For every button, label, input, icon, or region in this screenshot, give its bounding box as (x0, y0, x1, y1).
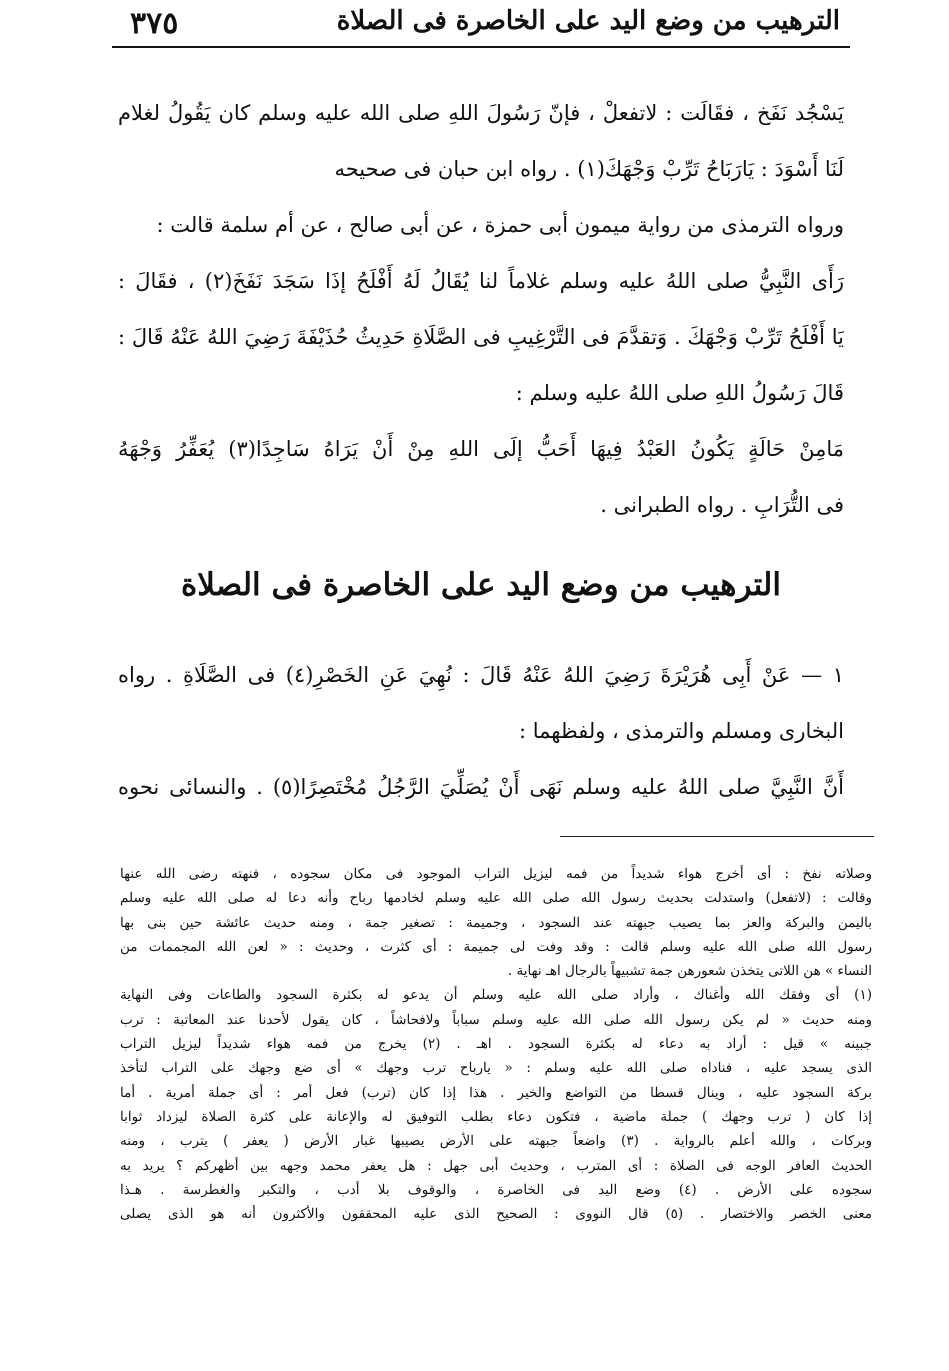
body-text (118, 85, 844, 533)
body-line: لَنَا أَسْوَدَ : يَارَبَاحُ تَرِّبْ وَجْهَكَ(١) . رواه ابن حبان فى صحيحه (334, 157, 844, 181)
body-line: يَا أَفْلَحُ تَرِّبْ وَجْهَكَ . وَتقدَّمَ فى التَّرْغِيبِ فى الصَّلَاةِ حَدِيثُ حُذَيْفَةَ رَضِيَ اللهُ عَنْهُ قَالَ : (118, 325, 844, 349)
footnote-line: باليمن والبركة والعز بما يصيب جبهته عند السجود ، وجميمة : تصغير جمة ، ومنه حديث عائشة حين بنى بها (120, 914, 872, 931)
footnote-line: بركة السجود عليه ، وينال قسطا من التواضع والخير . هذا إذا كان (ترب) فعل أمر : أى جملة أمرية . أما (120, 1084, 872, 1101)
footnote-line: معنى الخصر والاختصار . (٥) قال النووى : الصحيح الذى عليه المحققون والأكثرون أنه هو الذى يصلى (120, 1206, 872, 1223)
footnote-line: (١) أى وفقك الله وأغناك ، وأراد صلى الله عليه وسلم أن يدعو له بكثرة السجود والطاعات وفى النهاية (120, 987, 872, 1004)
footnote-line: الذى يسجد عليه ، فناداه صلى الله عليه وسلم : « يارباح ترب وجهك » أى ضع وجهك على التراب لتأخذ (120, 1060, 872, 1077)
page-header (112, 2, 850, 48)
footnote-line: وبركات ، والله أعلم بالرواية . (٣) واضعاً جبهته على الأرض يصيبها غبار الأرض ( يعفر ) يترب ، ومنه (120, 1133, 872, 1150)
footnote-line: سجوده على الأرض . (٤) وضع اليد فى الخاصرة ، والوقوف بلا أدب ، والتكبر والغطرسة . هـذا (120, 1181, 872, 1198)
footnote-line: وقالت : (لاتفعل) واستدلت بحديث رسول الله صلى الله عليه وسلم لخادمها رباح وأنه دعا له صلى الله عليه وسلم (120, 890, 872, 907)
body-line: يَسْجُد نَفَخ ، فقَالَت : لاتفعلْ ، فإنّ رَسُولَ اللهِ صلى الله عليه وسلم كان يَقُولُ لغلام (118, 101, 844, 125)
body-line: مَامِنْ حَالَةٍ يَكُونُ العَبْدُ فِيهَا أَحَبُّ إلَى اللهِ مِنْ أَنْ يَرَاهُ سَاجِدًا(٣) يُعَفِّرُ وَجْهَهُ (118, 437, 844, 461)
body-line: ورواه الترمذى من رواية ميمون أبى حمزة ، عن أبى صالح ، عن أم سلمة قالت : (156, 213, 844, 237)
body-line: رَأَى النَّبِيُّ صلى اللهُ عليه وسلم غلاماً لنا يُقَالُ لَهُ أَفْلَحُ إذَا سَجَدَ نَفَخَ(٢) ، فقَالَ : (118, 269, 844, 293)
footnote-line: جبينه » قيل : أراد به دعاء له بكثرة السجود . اهـ . (٢) يخرج من فمه هواء شديداً ليزيل التراب (120, 1036, 872, 1053)
section-title: الترهيب من وضع اليد على الخاصرة فى الصلاة (180, 567, 781, 603)
footnote-line: ومنه حديث « لم يكن رسول الله صلى الله عليه وسلم سباباً ولافحاشاً ، كان يقول لأحدنا عند المعاتبة : ترب (120, 1011, 872, 1028)
running-title: الترهيب من وضع اليد على الخاصرة فى الصلاة (336, 6, 840, 36)
hadith-text (118, 647, 844, 815)
page-number: ٣٧٥ (130, 6, 179, 41)
body-line: قَالَ رَسُولُ اللهِ صلى اللهُ عليه وسلم : (515, 381, 844, 405)
footnote-line: إذا كان ( ترب وجهك ) جملة ماضية ، فتكون دعاء بطلب التوفيق له والإعانة على كثرة الصلاة ليزداد ثوابا (120, 1108, 872, 1125)
footnotes (120, 862, 872, 1226)
footnote-line: وصلاته نفخ : أى أخرج هواء شديداً من فمه ليزيل التراب الموجود فى مكان سجوده ، فنهته رضى الله عنها (120, 866, 872, 882)
hadith-line: ١ — عَنْ أَبِى هُرَيْرَةَ رَضِيَ اللهُ عَنْهُ قَالَ : نُهِيَ عَنِ الخَصْرِ(٤) فى الصَّلَاةِ . رواه (118, 663, 844, 687)
hadith-line: البخارى ومسلم والترمذى ، ولفظهما : (519, 719, 844, 743)
footnote-divider (560, 836, 874, 837)
footnote-line: رسول الله صلى الله عليه وسلم قالت : وقد وفت لى جميمة : أى كثرت ، وحديث : « لعن الله المجممات من (120, 938, 872, 955)
footnote-line: النساء » هن اللاتى يتخذن شعورهن جمة تشبيهاً بالرجال اهـ نهاية . (507, 963, 872, 980)
body-line: فى التُّرَابِ . رواه الطبرانى . (600, 493, 844, 517)
footnote-line: الحديث العافر الوجه فى الصلاة : أى المترب ، وحديث أبى جهل : هل يعفر محمد وجهه بين أظهركم ؟ يريد به (120, 1157, 872, 1174)
hadith-line: أَنَّ النَّبِيَّ صلى اللهُ عليه وسلم نَهَى أَنْ يُصَلِّيَ الرَّجُلُ مُخْتَصِرًا(٥) . والنسائى نحوه (118, 775, 844, 799)
